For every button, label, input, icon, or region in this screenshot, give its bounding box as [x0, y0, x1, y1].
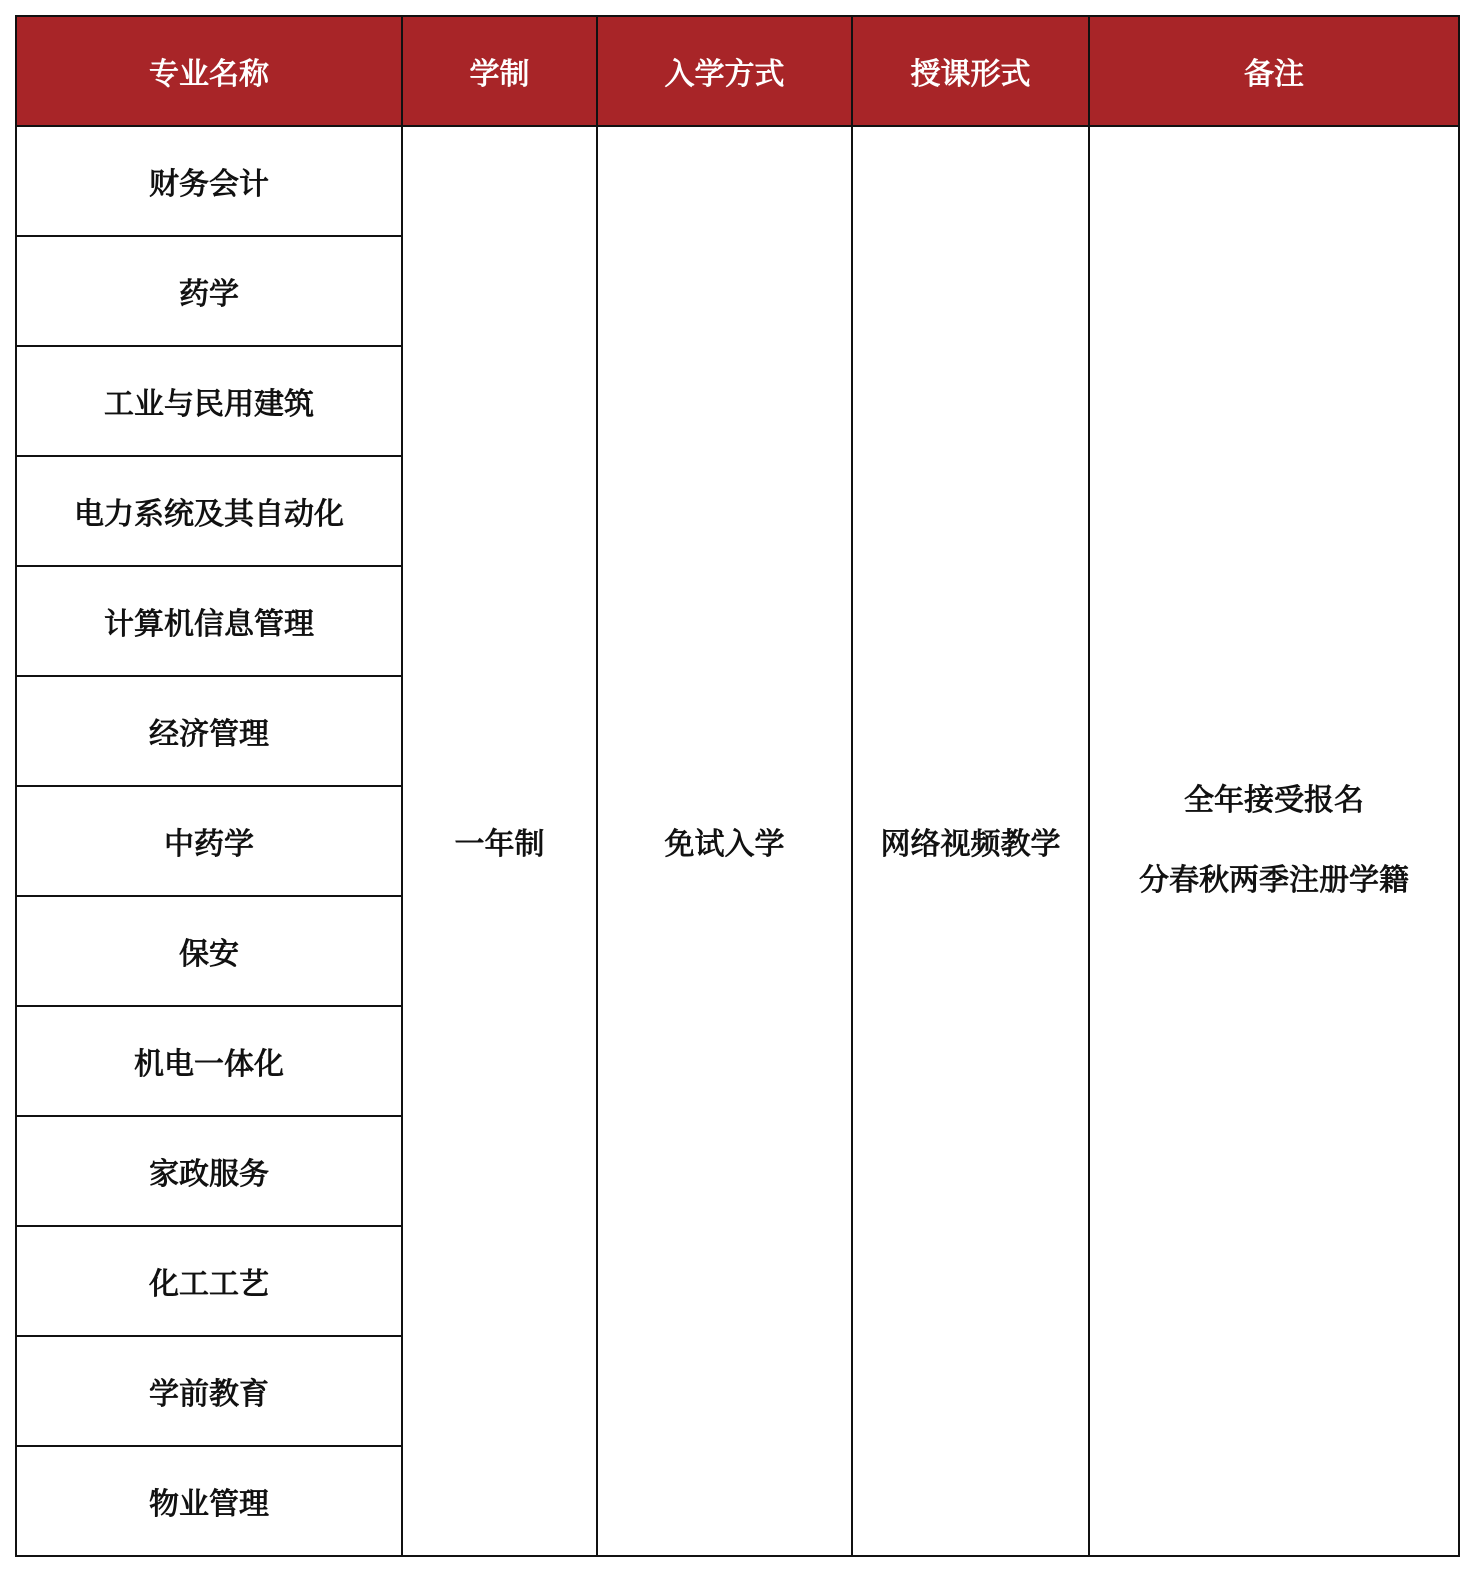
remarks-line: 全年接受报名 — [1184, 783, 1364, 818]
major-cell: 电力系统及其自动化 — [16, 456, 402, 566]
duration-cell: 一年制 — [402, 126, 597, 1556]
major-cell: 保安 — [16, 896, 402, 1006]
major-cell: 工业与民用建筑 — [16, 346, 402, 456]
teaching-cell: 网络视频教学 — [852, 126, 1089, 1556]
major-cell: 化工工艺 — [16, 1226, 402, 1336]
header-row — [16, 16, 1459, 126]
header-admission: 入学方式 — [597, 16, 852, 126]
major-cell: 学前教育 — [16, 1336, 402, 1446]
admission-cell: 免试入学 — [597, 126, 852, 1556]
major-cell: 家政服务 — [16, 1116, 402, 1226]
remarks-cell — [1089, 126, 1459, 1556]
table-row — [16, 126, 1459, 236]
major-cell: 物业管理 — [16, 1446, 402, 1556]
major-cell: 计算机信息管理 — [16, 566, 402, 676]
program-table — [15, 15, 1460, 1557]
major-cell: 经济管理 — [16, 676, 402, 786]
major-cell: 药学 — [16, 236, 402, 346]
major-cell: 中药学 — [16, 786, 402, 896]
major-cell: 机电一体化 — [16, 1006, 402, 1116]
header-duration: 学制 — [402, 16, 597, 126]
header-remarks: 备注 — [1089, 16, 1459, 126]
header-major-name: 专业名称 — [16, 16, 402, 126]
header-teaching: 授课形式 — [852, 16, 1089, 126]
remarks-line: 分春秋两季注册学籍 — [1139, 863, 1409, 898]
major-cell: 财务会计 — [16, 126, 402, 236]
